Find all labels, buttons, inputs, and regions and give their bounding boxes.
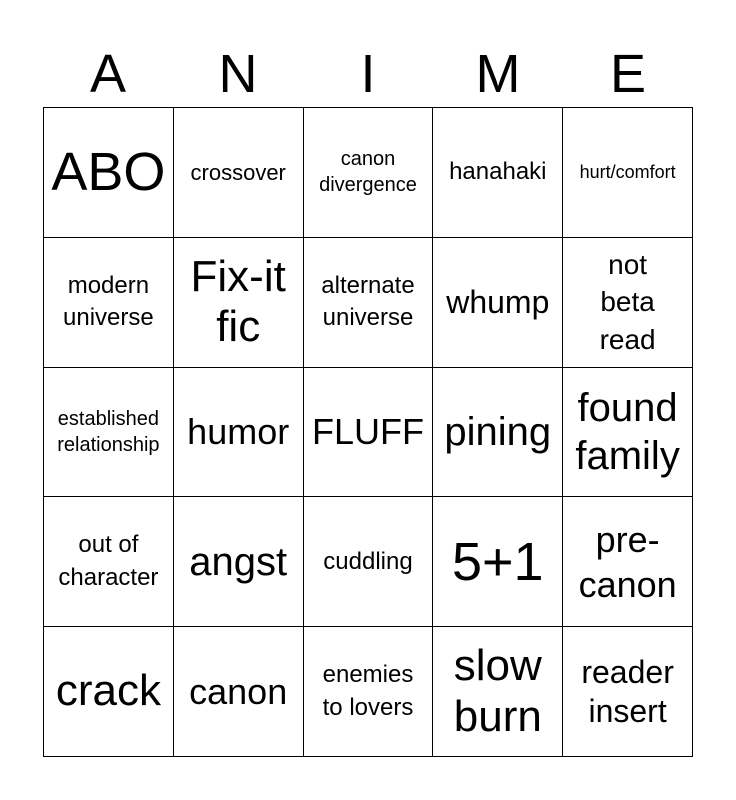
header-letter-e: E	[609, 44, 647, 104]
bingo-cell-r1-c3[interactable]	[304, 108, 434, 238]
cell-text: crack	[55, 666, 161, 716]
cell-text: enemies to lovers	[322, 661, 414, 721]
bingo-cell-r1-c2[interactable]	[174, 108, 304, 238]
cell-text: cuddling	[323, 547, 413, 575]
cell-text: canon divergence	[319, 148, 417, 197]
cell-text: reader insert	[581, 654, 674, 729]
bingo-cell-r5-c5[interactable]	[563, 627, 693, 757]
bingo-cell-r3-c1[interactable]	[44, 368, 174, 498]
cell-text: hanahaki	[449, 158, 547, 186]
cell-text: humor	[187, 411, 290, 453]
bingo-header	[43, 40, 693, 108]
header-letter-a: A	[89, 44, 127, 104]
cell-text: hurt/comfort	[579, 162, 676, 183]
header-letter-n: N	[218, 44, 258, 104]
bingo-cell-r4-c1[interactable]	[44, 497, 174, 627]
bingo-cell-r1-c4[interactable]	[433, 108, 563, 238]
cell-text: slow burn	[453, 641, 542, 741]
bingo-cell-r2-c1[interactable]	[44, 238, 174, 368]
bingo-cell-r2-c4[interactable]	[433, 238, 563, 368]
cell-text: canon	[189, 671, 288, 713]
bingo-cell-r4-c4[interactable]	[433, 497, 563, 627]
bingo-cell-r1-c5[interactable]	[563, 108, 693, 238]
cell-text: crossover	[190, 159, 286, 185]
cell-text: FLUFF	[311, 411, 424, 453]
bingo-cell-r1-c1[interactable]	[44, 108, 174, 238]
cell-text: established relationship	[57, 407, 160, 456]
bingo-cell-r5-c2[interactable]	[174, 627, 304, 757]
cell-text: pre-canon	[578, 518, 677, 605]
cell-text: angst	[189, 539, 288, 584]
bingo-cell-r3-c4[interactable]	[433, 368, 563, 498]
bingo-cell-r4-c5[interactable]	[563, 497, 693, 627]
bingo-cell-r4-c3[interactable]	[304, 497, 434, 627]
bingo-cell-r5-c4[interactable]	[433, 627, 563, 757]
cell-text: out of character	[58, 531, 159, 591]
bingo-cell-r5-c1[interactable]	[44, 627, 174, 757]
cell-text: found family	[575, 385, 680, 478]
header-letter-m: M	[475, 44, 521, 104]
cell-text: 5+1	[451, 531, 544, 592]
bingo-cell-r2-c3[interactable]	[304, 238, 434, 368]
bingo-cell-r3-c5[interactable]	[563, 368, 693, 498]
cell-text: whump	[446, 284, 550, 320]
bingo-cell-r3-c3[interactable]	[304, 368, 434, 498]
cell-text: pining	[444, 409, 552, 454]
bingo-cell-r5-c3[interactable]	[304, 627, 434, 757]
bingo-cell-r2-c5[interactable]	[563, 238, 693, 368]
header-letter-i: I	[360, 44, 376, 104]
cell-text: Fix-it fic	[190, 251, 286, 352]
bingo-cell-r2-c2[interactable]	[174, 238, 304, 368]
cell-text: not beta read	[599, 248, 656, 356]
cell-text: alternate universe	[321, 271, 415, 332]
bingo-cell-r3-c2[interactable]	[174, 368, 304, 498]
bingo-cell-r4-c2[interactable]	[174, 497, 304, 627]
cell-text: ABO	[51, 142, 166, 203]
cell-text: modern universe	[63, 271, 154, 332]
bingo-grid	[43, 107, 693, 757]
